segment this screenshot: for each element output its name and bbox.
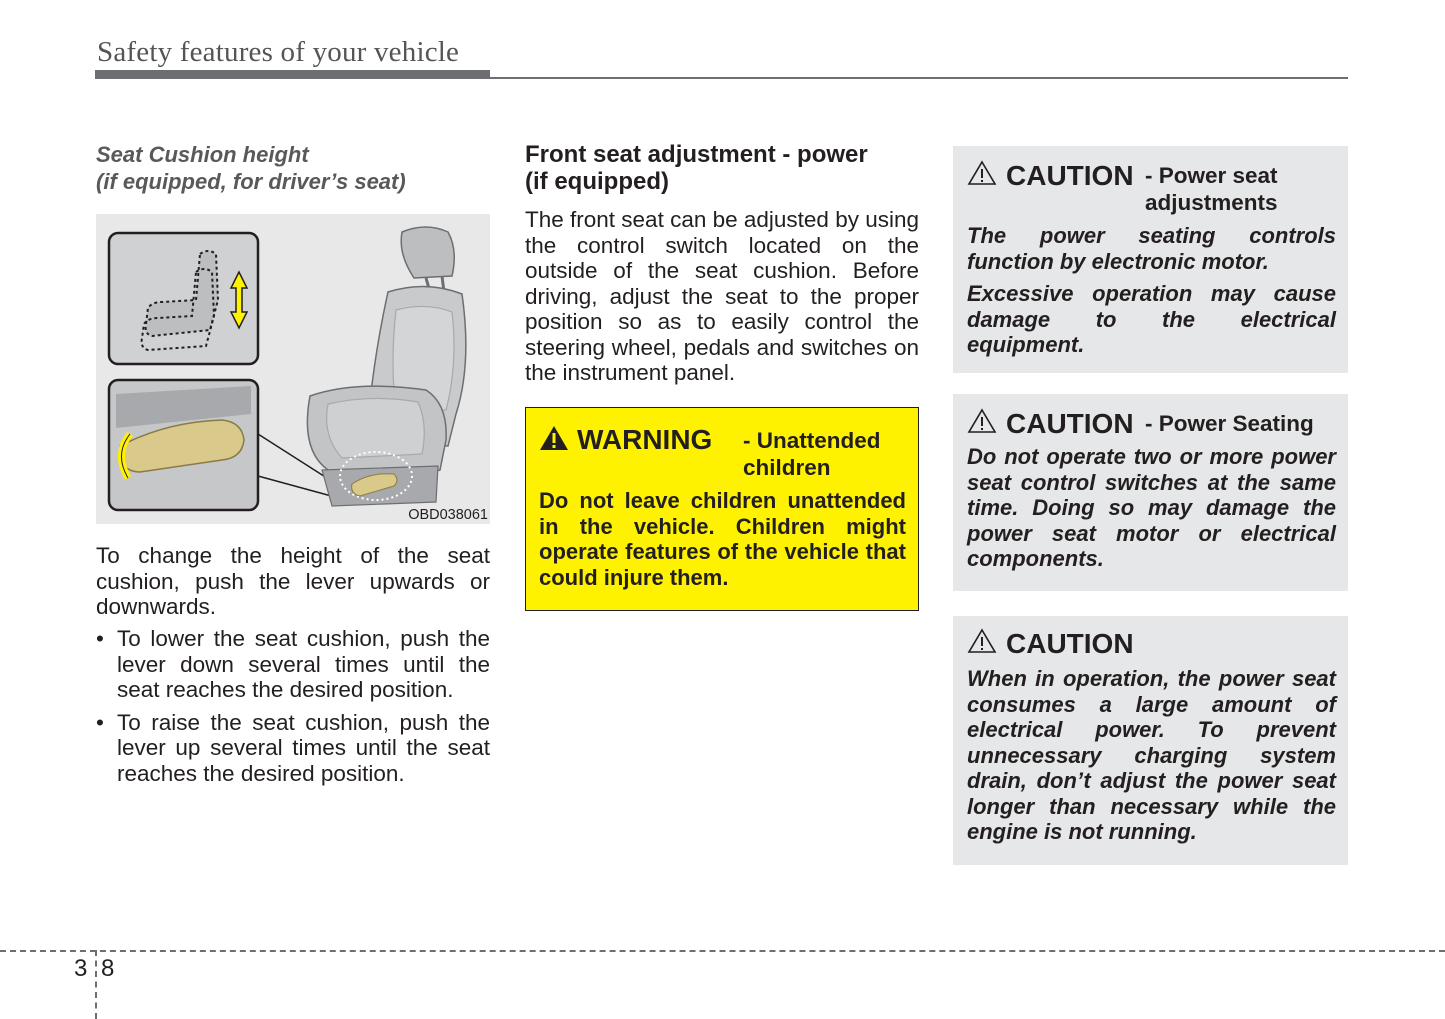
chapter-number: 3 [74,955,88,982]
caution-title [967,628,1134,659]
power-seat-body: The front seat can be adjusted by using the control switch located on the outside of the seat cushion. Before driving, adjust the seat to the proper position so as to easily control the steering wheel, pedals and switches on the instrument panel. [525,207,920,385]
warning-box [525,407,919,611]
page-header-title: Safety features of your vehicle [97,36,460,68]
page-number: 8 [101,955,115,982]
caution-text [967,444,1336,579]
seat-cushion-subheading [96,141,490,195]
lever-closeup-icon [109,380,258,510]
caution-paragraph: When in operation, the power seat consumes a large amount of electrical power. To prevent unnecessary charging system drain, don’t adjust the power seat longer than necessary while the engine is not running. [967,666,1336,844]
seat-height-bullets [96,626,490,793]
caution-box-power-consumption [953,616,1348,865]
caution-paragraph: Excessive operation may cause damage to the electrical equipment. [967,281,1336,357]
caution-title-text: CAUTION [1006,408,1134,439]
caution-triangle-icon [967,628,997,654]
warning-title-text: WARNING [577,424,713,455]
caution-paragraph: Do not operate two or more power seat control switches at the same time. Doing so may damage the power seat motor or electrical components. [967,444,1336,571]
caution-title [967,408,1134,439]
caution-subtitle: - Power seat adjustments [1145,163,1278,215]
seat-height-figure [96,214,490,524]
seat-illustration [96,214,490,524]
caution-triangle-icon [967,408,997,434]
list-item: • To lower the seat cushion, push the lever down several times until the seat reaches the desired position. [96,626,490,702]
subheading-line-2: (if equipped, for driver’s seat) [96,169,406,194]
figure-code: OBD038061 [408,507,488,523]
caution-box-power-seat-adjustments [953,146,1348,373]
caution-text [967,666,1336,852]
caution-box-power-seating [953,394,1348,591]
header-rule [490,77,1348,79]
power-seat-heading [525,141,919,195]
caution-text [967,223,1336,365]
warning-title [539,425,712,455]
car-seat-drawing [307,227,465,506]
caution-title-text: CAUTION [1006,160,1134,191]
footer-divider [95,950,97,1019]
caution-paragraph: The power seating controls function by electronic motor. [967,223,1336,274]
footer-rule [0,950,1445,952]
bullet-text: To raise the seat cushion, push the lever up several times until the seat reaches the desired position. [117,709,490,786]
seat-height-icon [109,233,258,364]
warning-triangle-icon [539,425,569,451]
caution-subtitle: - Power Seating [1145,411,1314,436]
header-bar [95,70,490,79]
caution-title [967,160,1134,191]
heading-line-2: (if equipped) [525,168,669,195]
bullet-text: To lower the seat cushion, push the lever down several times until the seat reaches the desired position. [117,626,490,702]
caution-triangle-icon [967,160,997,186]
caution-title-text: CAUTION [1006,628,1134,659]
warning-text: Do not leave children unattended in the vehicle. Children might operate features of the vehicle that could injure them. [539,488,906,590]
warning-subtitle: - Unattended children [743,428,881,480]
list-item: • To raise the seat cushion, push the lever up several times until the seat reaches the desired position. [96,709,490,786]
subheading-line-1: Seat Cushion height [96,142,309,167]
heading-line-1: Front seat adjustment - power [525,141,868,168]
seat-height-intro: To change the height of the seat cushion, push the lever upwards or downwards. [96,543,490,619]
